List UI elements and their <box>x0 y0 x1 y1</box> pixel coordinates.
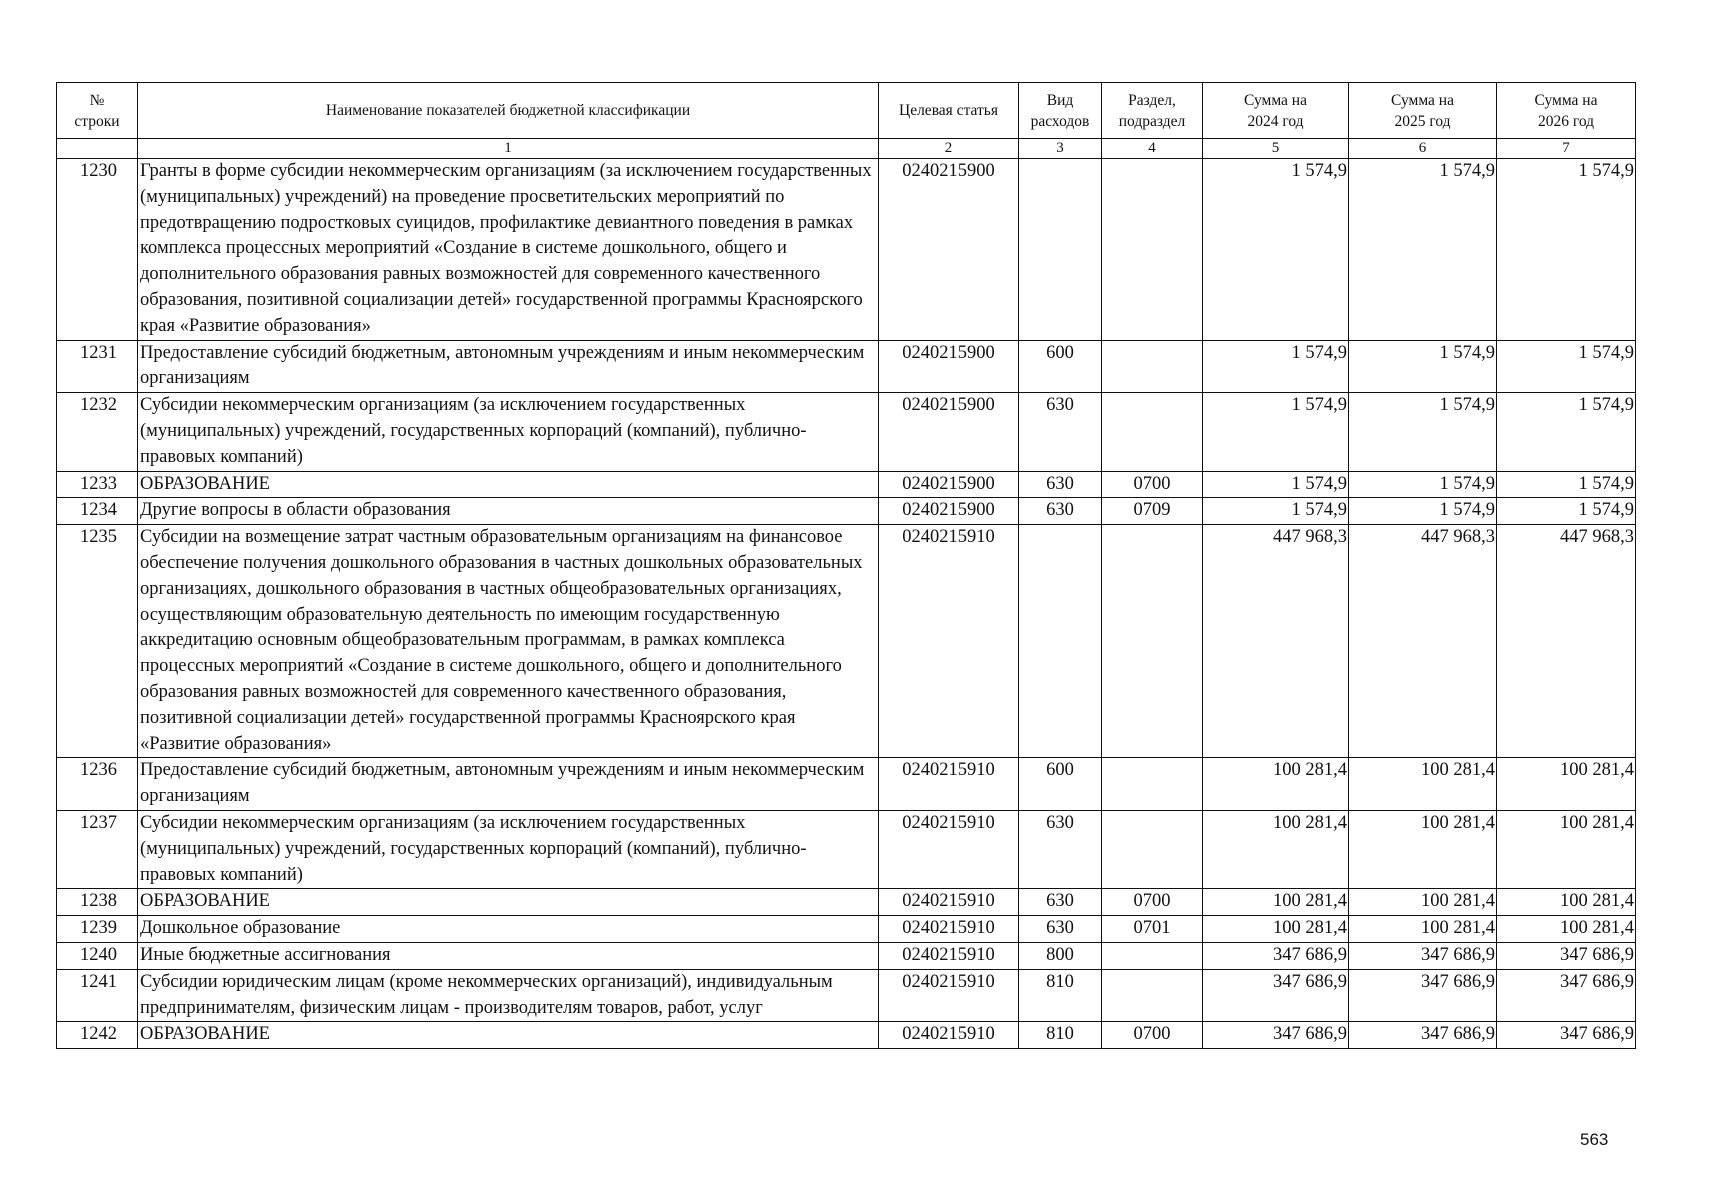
table-row <box>57 810 1636 888</box>
target-article: 0240215910 <box>879 916 1019 943</box>
sum-2026: 100 281,4 <box>1497 916 1636 943</box>
sum-2024: 100 281,4 <box>1203 889 1349 916</box>
row-number: 1234 <box>57 498 138 525</box>
indicator-name: ОБРАЗОВАНИЕ <box>138 889 879 916</box>
section-code: 0700 <box>1102 889 1203 916</box>
section-code <box>1102 942 1203 969</box>
target-article: 0240215910 <box>879 969 1019 1022</box>
expense-type: 800 <box>1019 942 1102 969</box>
section-code <box>1102 159 1203 341</box>
table-row <box>57 758 1636 811</box>
indicator-name: Субсидии некоммерческим организациям (за исключением государственных (муниципальных) учреждений, государственных корпораций (компаний), публично-правовых компаний) <box>138 393 879 471</box>
expense-type <box>1019 159 1102 341</box>
expense-type: 630 <box>1019 889 1102 916</box>
sum-2024: 100 281,4 <box>1203 758 1349 811</box>
column-number <box>57 139 138 159</box>
indicator-name: Предоставление субсидий бюджетным, автономным учреждениям и иным некоммерческим организациям <box>138 340 879 393</box>
header-name: Наименование показателей бюджетной классификации <box>138 83 879 139</box>
sum-2024: 1 574,9 <box>1203 471 1349 498</box>
indicator-name: ОБРАЗОВАНИЕ <box>138 1022 879 1049</box>
expense-type: 600 <box>1019 758 1102 811</box>
table-row <box>57 498 1636 525</box>
sum-2024: 1 574,9 <box>1203 498 1349 525</box>
column-number-row <box>57 139 1636 159</box>
column-number: 1 <box>138 139 879 159</box>
expense-type: 600 <box>1019 340 1102 393</box>
table-body <box>57 159 1636 1049</box>
expense-type: 630 <box>1019 810 1102 888</box>
sum-2024: 1 574,9 <box>1203 393 1349 471</box>
row-number: 1240 <box>57 942 138 969</box>
indicator-name: Другие вопросы в области образования <box>138 498 879 525</box>
sum-2025: 1 574,9 <box>1349 393 1497 471</box>
section-code <box>1102 393 1203 471</box>
sum-2025: 347 686,9 <box>1349 1022 1497 1049</box>
table-row <box>57 525 1636 758</box>
target-article: 0240215910 <box>879 942 1019 969</box>
table-row <box>57 916 1636 943</box>
sum-2025: 1 574,9 <box>1349 498 1497 525</box>
section-code: 0700 <box>1102 471 1203 498</box>
target-article: 0240215910 <box>879 889 1019 916</box>
sum-2026: 1 574,9 <box>1497 159 1636 341</box>
row-number: 1233 <box>57 471 138 498</box>
target-article: 0240215910 <box>879 525 1019 758</box>
sum-2024: 100 281,4 <box>1203 916 1349 943</box>
expense-type: 810 <box>1019 969 1102 1022</box>
sum-2025: 100 281,4 <box>1349 810 1497 888</box>
section-code <box>1102 969 1203 1022</box>
header-expense-type: Вид расходов <box>1019 83 1102 139</box>
sum-2024: 1 574,9 <box>1203 340 1349 393</box>
expense-type: 810 <box>1019 1022 1102 1049</box>
indicator-name: Иные бюджетные ассигнования <box>138 942 879 969</box>
column-number: 5 <box>1203 139 1349 159</box>
sum-2026: 100 281,4 <box>1497 889 1636 916</box>
sum-2025: 100 281,4 <box>1349 916 1497 943</box>
target-article: 0240215900 <box>879 393 1019 471</box>
indicator-name: Субсидии юридическим лицам (кроме некоммерческих организаций), индивидуальным предпринимателям, физическим лицам - производителям товаров, работ, услуг <box>138 969 879 1022</box>
indicator-name: Дошкольное образование <box>138 916 879 943</box>
sum-2026: 347 686,9 <box>1497 1022 1636 1049</box>
expense-type: 630 <box>1019 471 1102 498</box>
column-number: 7 <box>1497 139 1636 159</box>
sum-2025: 347 686,9 <box>1349 942 1497 969</box>
target-article: 0240215900 <box>879 159 1019 341</box>
header-row <box>57 83 1636 139</box>
sum-2025: 100 281,4 <box>1349 889 1497 916</box>
sum-2026: 347 686,9 <box>1497 942 1636 969</box>
table-row <box>57 969 1636 1022</box>
sum-2026: 1 574,9 <box>1497 340 1636 393</box>
indicator-name: ОБРАЗОВАНИЕ <box>138 471 879 498</box>
sum-2024: 447 968,3 <box>1203 525 1349 758</box>
row-number: 1239 <box>57 916 138 943</box>
section-code <box>1102 525 1203 758</box>
target-article: 0240215910 <box>879 810 1019 888</box>
sum-2025: 100 281,4 <box>1349 758 1497 811</box>
sum-2025: 1 574,9 <box>1349 159 1497 341</box>
header-target-article: Целевая статья <box>879 83 1019 139</box>
table-row <box>57 942 1636 969</box>
column-number: 4 <box>1102 139 1203 159</box>
indicator-name: Субсидии некоммерческим организациям (за исключением государственных (муниципальных) учреждений, государственных корпораций (компаний), публично-правовых компаний) <box>138 810 879 888</box>
sum-2024: 347 686,9 <box>1203 969 1349 1022</box>
sum-2024: 347 686,9 <box>1203 942 1349 969</box>
target-article: 0240215900 <box>879 498 1019 525</box>
sum-2026: 447 968,3 <box>1497 525 1636 758</box>
table-row <box>57 393 1636 471</box>
budget-table <box>56 82 1636 1049</box>
table-row <box>57 471 1636 498</box>
sum-2026: 1 574,9 <box>1497 498 1636 525</box>
row-number: 1236 <box>57 758 138 811</box>
row-number: 1238 <box>57 889 138 916</box>
sum-2026: 100 281,4 <box>1497 758 1636 811</box>
header-section: Раздел, подраздел <box>1102 83 1203 139</box>
target-article: 0240215910 <box>879 1022 1019 1049</box>
sum-2025: 447 968,3 <box>1349 525 1497 758</box>
expense-type: 630 <box>1019 393 1102 471</box>
sum-2024: 347 686,9 <box>1203 1022 1349 1049</box>
section-code <box>1102 810 1203 888</box>
section-code: 0701 <box>1102 916 1203 943</box>
target-article: 0240215900 <box>879 471 1019 498</box>
sum-2026: 1 574,9 <box>1497 393 1636 471</box>
expense-type: 630 <box>1019 916 1102 943</box>
sum-2026: 347 686,9 <box>1497 969 1636 1022</box>
header-row-number: № строки <box>57 83 138 139</box>
header-sum-2026: Сумма на 2026 год <box>1497 83 1636 139</box>
sum-2025: 1 574,9 <box>1349 340 1497 393</box>
column-number: 2 <box>879 139 1019 159</box>
indicator-name: Субсидии на возмещение затрат частным образовательным организациям на финансовое обеспечение получения дошкольного образования в частных дошкольных образовательных организациях, дошкольного образования в частных общеобразовательных организациях, осуществляющим образовательную деятельность по имеющим государственную аккредитацию основным общеобразовательным программам, в рамках комплекса процессных мероприятий «Создание в системе дошкольного, общего и дополнительного образования равных возможностей для современного качественного образования, позитивной социализации детей» государственной программы Красноярского края «Развитие образования» <box>138 525 879 758</box>
row-number: 1242 <box>57 1022 138 1049</box>
expense-type: 630 <box>1019 498 1102 525</box>
column-number: 6 <box>1349 139 1497 159</box>
row-number: 1232 <box>57 393 138 471</box>
target-article: 0240215910 <box>879 758 1019 811</box>
row-number: 1230 <box>57 159 138 341</box>
sum-2024: 1 574,9 <box>1203 159 1349 341</box>
sum-2025: 1 574,9 <box>1349 471 1497 498</box>
row-number: 1237 <box>57 810 138 888</box>
row-number: 1241 <box>57 969 138 1022</box>
column-number: 3 <box>1019 139 1102 159</box>
table-row <box>57 159 1636 341</box>
section-code <box>1102 340 1203 393</box>
section-code: 0709 <box>1102 498 1203 525</box>
page-number: 563 <box>1580 1130 1609 1149</box>
header-sum-2025: Сумма на 2025 год <box>1349 83 1497 139</box>
indicator-name: Гранты в форме субсидии некоммерческим организациям (за исключением государственных (муниципальных) учреждений) на проведение просветительских мероприятий по предотвращению подростковых суицидов, профилактике девиантного поведения в рамках комплекса процессных мероприятий «Создание в системе дошкольного, общего и дополнительного образования равных возможностей для современного качественного образования, позитивной социализации детей» государственной программы Красноярского края «Развитие образования» <box>138 159 879 341</box>
table-row <box>57 1022 1636 1049</box>
row-number: 1235 <box>57 525 138 758</box>
sum-2026: 1 574,9 <box>1497 471 1636 498</box>
expense-type <box>1019 525 1102 758</box>
section-code <box>1102 758 1203 811</box>
sum-2024: 100 281,4 <box>1203 810 1349 888</box>
table-row <box>57 889 1636 916</box>
target-article: 0240215900 <box>879 340 1019 393</box>
row-number: 1231 <box>57 340 138 393</box>
table-row <box>57 340 1636 393</box>
sum-2025: 347 686,9 <box>1349 969 1497 1022</box>
section-code: 0700 <box>1102 1022 1203 1049</box>
indicator-name: Предоставление субсидий бюджетным, автономным учреждениям и иным некоммерческим организациям <box>138 758 879 811</box>
sum-2026: 100 281,4 <box>1497 810 1636 888</box>
header-sum-2024: Сумма на 2024 год <box>1203 83 1349 139</box>
